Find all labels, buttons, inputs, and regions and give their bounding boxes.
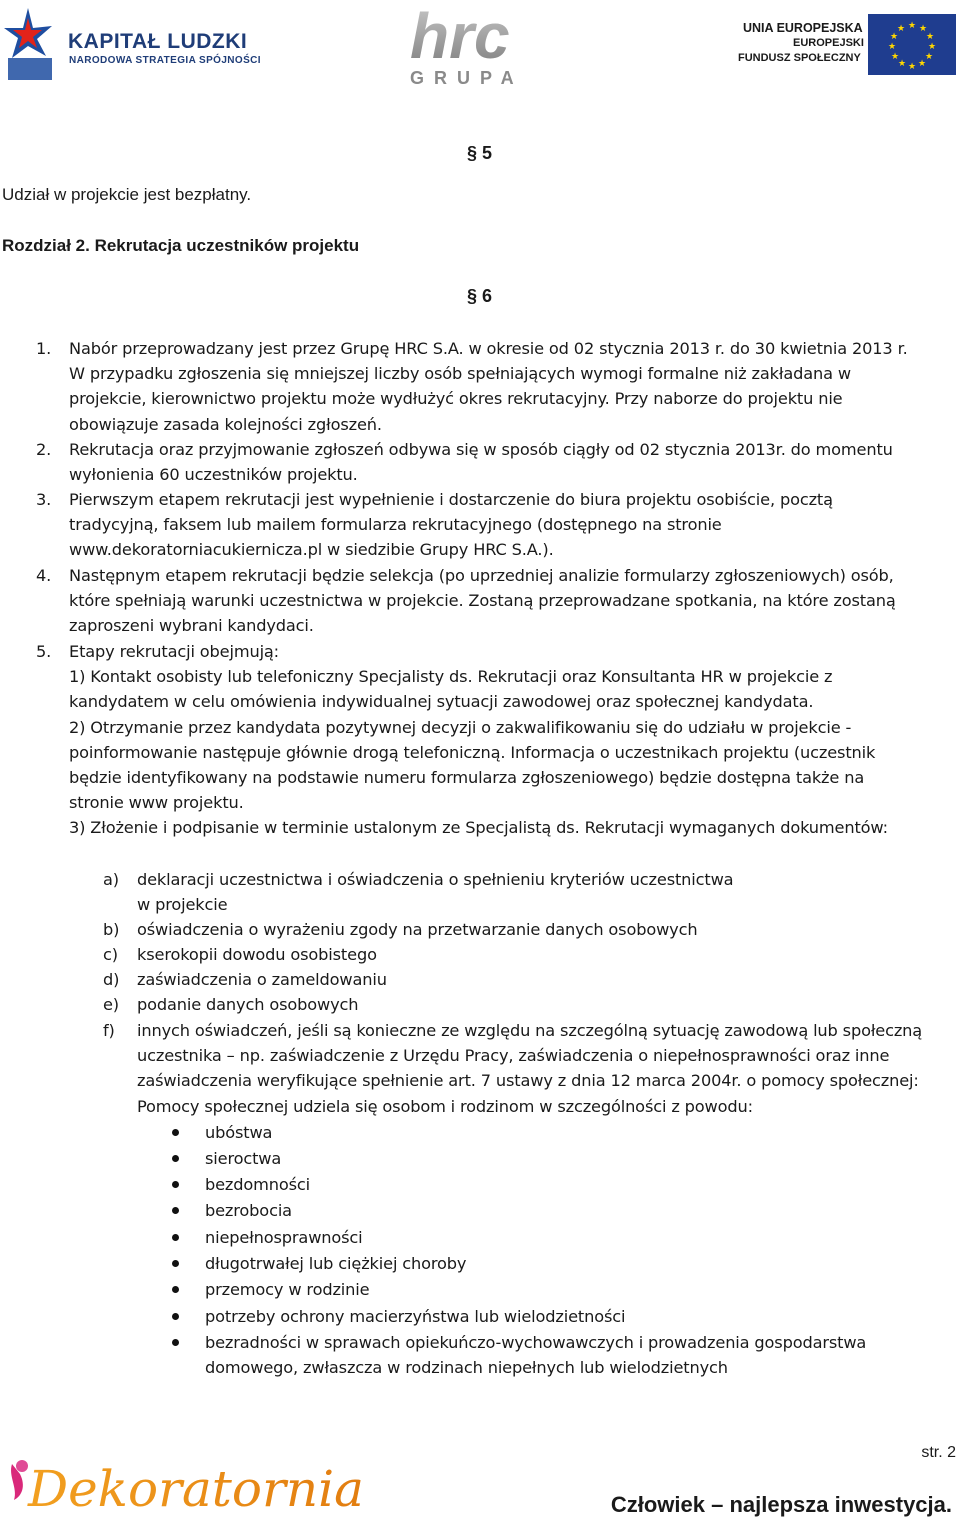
bullet-icon: [172, 1207, 179, 1214]
svg-text:★: ★: [908, 21, 917, 31]
doc-a-text: deklaracji uczestnictwa i oświadczenia o spełnieniu kryteriów uczestnictwa w projekcie: [137, 870, 734, 915]
svg-text:★: ★: [908, 62, 917, 72]
doc-d-text: zaświadczenia o zameldowaniu: [137, 970, 387, 989]
svg-text:★: ★: [928, 42, 937, 52]
doc-b-text: oświadczenia o wyrażeniu zgody na przetwarzanie danych osobowych: [137, 920, 698, 939]
dekoratornia-logo: [4, 1456, 364, 1518]
reason-item: bezradności w sprawach opiekuńczo-wychowawczych i prowadzenia gospodarstwa domowego, zwłaszcza w rodzinach niepełnych lub wielodzietnych: [205, 1333, 867, 1378]
item-5-text: Etapy rekrutacji obejmują: 1) Kontakt osobisty lub telefoniczny Specjalisty ds. Rekrutacji oraz Konsultanta HR w projekcie z kandydatem w celu omówienia indywidualnej sytuacji zawodowej oraz społecznej kandydata. 2) Otrzymanie przez kandydata pozytywnej decyzji o zakwalifikowaniu się do udziału w projekcie - poinformowanie następuje głównie drogą telefoniczną. Informacja o uczestnikach projektu (uczestnik będzie identyfikowany na podstawie numeru formularza zgłoszeniowego) będzie dostępna także na stronie www projektu. 3) Złożenie i podpisanie w terminie ustalonym ze Specjalistą ds. Rekrutacji wymaganych dokumentów:: [69, 642, 888, 838]
doc-d-letter: d): [103, 970, 120, 989]
bullet-icon: [172, 1286, 179, 1293]
item-4-number: 4.: [36, 566, 52, 585]
reason-item: ubóstwa: [205, 1123, 273, 1142]
eu-flag-icon: [868, 14, 956, 75]
eu-line-3: FUNDUSZ SPOŁECZNY: [738, 52, 861, 64]
doc-a-letter: a): [103, 870, 119, 889]
free-participation-text: Udział w projekcie jest bezpłatny.: [2, 185, 252, 204]
reason-item: bezdomności: [205, 1175, 311, 1194]
reason-item: długotrwałej lub ciężkiej choroby: [205, 1254, 467, 1273]
eu-line-2: EUROPEJSKI: [793, 37, 864, 49]
reason-item: potrzeby ochrony macierzyństwa lub wielodzietności: [205, 1307, 626, 1326]
bullet-icon: [172, 1129, 179, 1136]
svg-text:★: ★: [897, 24, 906, 34]
section-6-heading: § 6: [467, 286, 493, 306]
item-1-text: Nabór przeprowadzany jest przez Grupę HRC S.A. w okresie od 02 stycznia 2013 r. do 30 kwietnia 2013 r. W przypadku zgłoszenia się mniejszej liczby osób spełniających wymogi formalne niż zakładana w projekcie, kierownictwo projektu może wydłużyć okres rekrutacyjny. Przy naborze do projektu nie obowiązuje zasada kolejności zgłoszeń.: [69, 339, 908, 434]
reason-item: bezrobocia: [205, 1201, 292, 1220]
doc-e-text: podanie danych osobowych: [137, 995, 359, 1014]
page-number: str. 2: [921, 1444, 956, 1461]
item-2-number: 2.: [36, 440, 52, 459]
doc-e-letter: e): [103, 995, 119, 1014]
bullet-icon: [172, 1181, 179, 1188]
svg-text:★: ★: [918, 59, 927, 69]
svg-text:★: ★: [919, 24, 928, 34]
svg-text:★: ★: [898, 59, 907, 69]
svg-text:★: ★: [925, 52, 934, 62]
reason-item: przemocy w rodzinie: [205, 1280, 370, 1299]
eu-line-1: UNIA EUROPEJSKA: [743, 21, 863, 35]
doc-c-text: kserokopii dowodu osobistego: [137, 945, 377, 964]
kapital-ludzki-title: KAPITAŁ LUDZKI: [68, 30, 248, 53]
item-5-number: 5.: [36, 642, 52, 661]
bullet-icon: [172, 1260, 179, 1267]
bullet-icon: [172, 1234, 179, 1241]
svg-text:GRUPA: GRUPA: [410, 68, 524, 88]
item-2-text: Rekrutacja oraz przyjmowanie zgłoszeń odbywa się w sposób ciągły od 02 stycznia 2013r. do momentu wyłonienia 60 uczestników projektu.: [69, 440, 893, 485]
bullet-icon: [172, 1155, 179, 1162]
doc-f-letter: f): [103, 1021, 115, 1040]
item-3-number: 3.: [36, 490, 52, 509]
item-1-number: 1.: [36, 339, 52, 358]
svg-text:★: ★: [888, 42, 897, 52]
svg-text:★: ★: [926, 32, 935, 42]
kapital-ludzki-logo-mark: [4, 6, 56, 84]
item-3-text: Pierwszym etapem rekrutacji jest wypełnienie i dostarczenie do biura projektu osobiście, pocztą tradycyjną, faksem lub mailem formularza rekrutacyjnego (dostępnego na stronie www.dekoratorniacukiernicza.pl w siedzibie Grupy HRC S.A.).: [69, 490, 833, 560]
svg-text:★: ★: [891, 52, 900, 62]
doc-f-text: innych oświadczeń, jeśli są konieczne ze względu na szczególną sytuację zawodową lub społeczną uczestnika – np. zaświadczenie z Urzędu Pracy, zaświadczenia o niepełnosprawności oraz inne zaświadczenia weryfikujące spełnienie art. 7 ustawy z dnia 12 marca 2004r. o pomocy społecznej: Pomocy społecznej udziela się osobom i rodzinom w szczególności z powodu:: [137, 1021, 923, 1116]
reason-item: niepełnosprawności: [205, 1228, 363, 1247]
chapter-heading: Rozdział 2. Rekrutacja uczestników projektu: [2, 236, 360, 255]
doc-b-letter: b): [103, 920, 120, 939]
svg-text:Dekoratornia: Dekoratornia: [28, 1460, 364, 1518]
item-4-text: Następnym etapem rekrutacji będzie selekcja (po uprzedniej analizie formularzy zgłoszeniowych) osób, które spełniają warunki uczestnictwa w projekcie. Zostaną przeprowadzane spotkania, na które zostaną zaproszeni wybrani kandydaci.: [69, 566, 896, 636]
svg-text:hrc: hrc: [410, 0, 510, 72]
footer-slogan: Człowiek – najlepsza inwestycja.: [610, 1492, 952, 1517]
section-5-heading: § 5: [467, 143, 493, 163]
reason-item: sieroctwa: [205, 1149, 282, 1168]
doc-c-letter: c): [103, 945, 118, 964]
bullet-icon: [172, 1313, 179, 1320]
hrc-grupa-logo: [408, 2, 552, 88]
svg-text:★: ★: [890, 32, 899, 42]
bullet-icon: [172, 1339, 179, 1346]
kapital-ludzki-subtitle: NARODOWA STRATEGIA SPÓJNOŚCI: [69, 55, 261, 66]
